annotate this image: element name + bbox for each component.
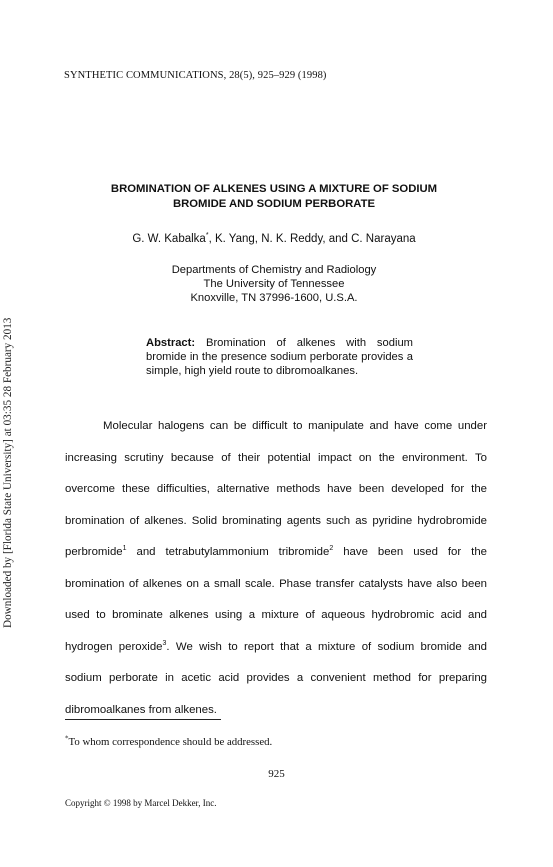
author-list	[64, 233, 484, 245]
footnote	[65, 736, 272, 748]
author-first: G. W. Kabalka	[132, 233, 206, 245]
ref-1: 1	[122, 545, 127, 553]
abstract	[146, 336, 413, 378]
affiliation-line-1: Departments of Chemistry and Radiology	[171, 264, 377, 276]
paper-title	[64, 182, 484, 212]
footnote-marker: *	[65, 734, 69, 743]
copyright: Copyright © 1998 by Marcel Dekker, Inc.	[65, 798, 217, 808]
download-watermark: Downloaded by [Florida State University] at 03:35 28 February 2013	[2, 317, 14, 628]
abstract-label: Abstract:	[146, 337, 196, 349]
journal-header: SYNTHETIC COMMUNICATIONS, 28(5), 925–929 (1998)	[64, 70, 327, 81]
abstract-text: Bromination of alkenes with sodium bromide in the presence sodium perborate provides a simple, high yield route to dibromoalkanes.	[146, 337, 414, 377]
body-span-3: have been used for the bromination of alkenes on a small scale. Phase transfer catalysts have also been used to brominate alkenes using a mixture of aqueous hydrobromic acid and hydrogen peroxide	[65, 546, 487, 653]
corresponding-marker: *	[205, 232, 209, 240]
ref-3: 3	[162, 639, 167, 647]
body-span-1: Molecular halogens can be difficult to manipulate and have come under increasing scrutiny because of their potential impact on the environment. To overcome these difficulties, alternative methods have been developed for the bromination of alkenes. Solid brominating agents such as pyridine hydrobromide perbromide	[65, 420, 487, 558]
body-paragraph	[65, 411, 487, 726]
ref-2: 2	[329, 545, 334, 553]
footnote-text: To whom correspondence should be addressed.	[68, 736, 273, 748]
author-rest: , K. Yang, N. K. Reddy, and C. Narayana	[208, 233, 416, 245]
affiliation	[64, 263, 484, 306]
title-line-2: BROMIDE AND SODIUM PERBORATE	[172, 198, 376, 210]
affiliation-line-2: The University of Tennessee	[203, 278, 345, 291]
footnote-rule	[65, 719, 221, 720]
page-number: 925	[268, 768, 285, 780]
body-span-4: . We wish to report that a mixture of sodium bromide and sodium perborate in acetic acid provides a convenient method for preparing dibromoalkanes from alkenes.	[65, 640, 488, 716]
title-line-1: BROMINATION OF ALKENES USING A MIXTURE OF SODIUM	[110, 183, 438, 195]
body-span-2: and tetrabutylammonium tribromide	[126, 546, 330, 558]
affiliation-line-3: Knoxville, TN 37996-1600, U.S.A.	[190, 292, 358, 305]
body-text	[65, 411, 487, 726]
